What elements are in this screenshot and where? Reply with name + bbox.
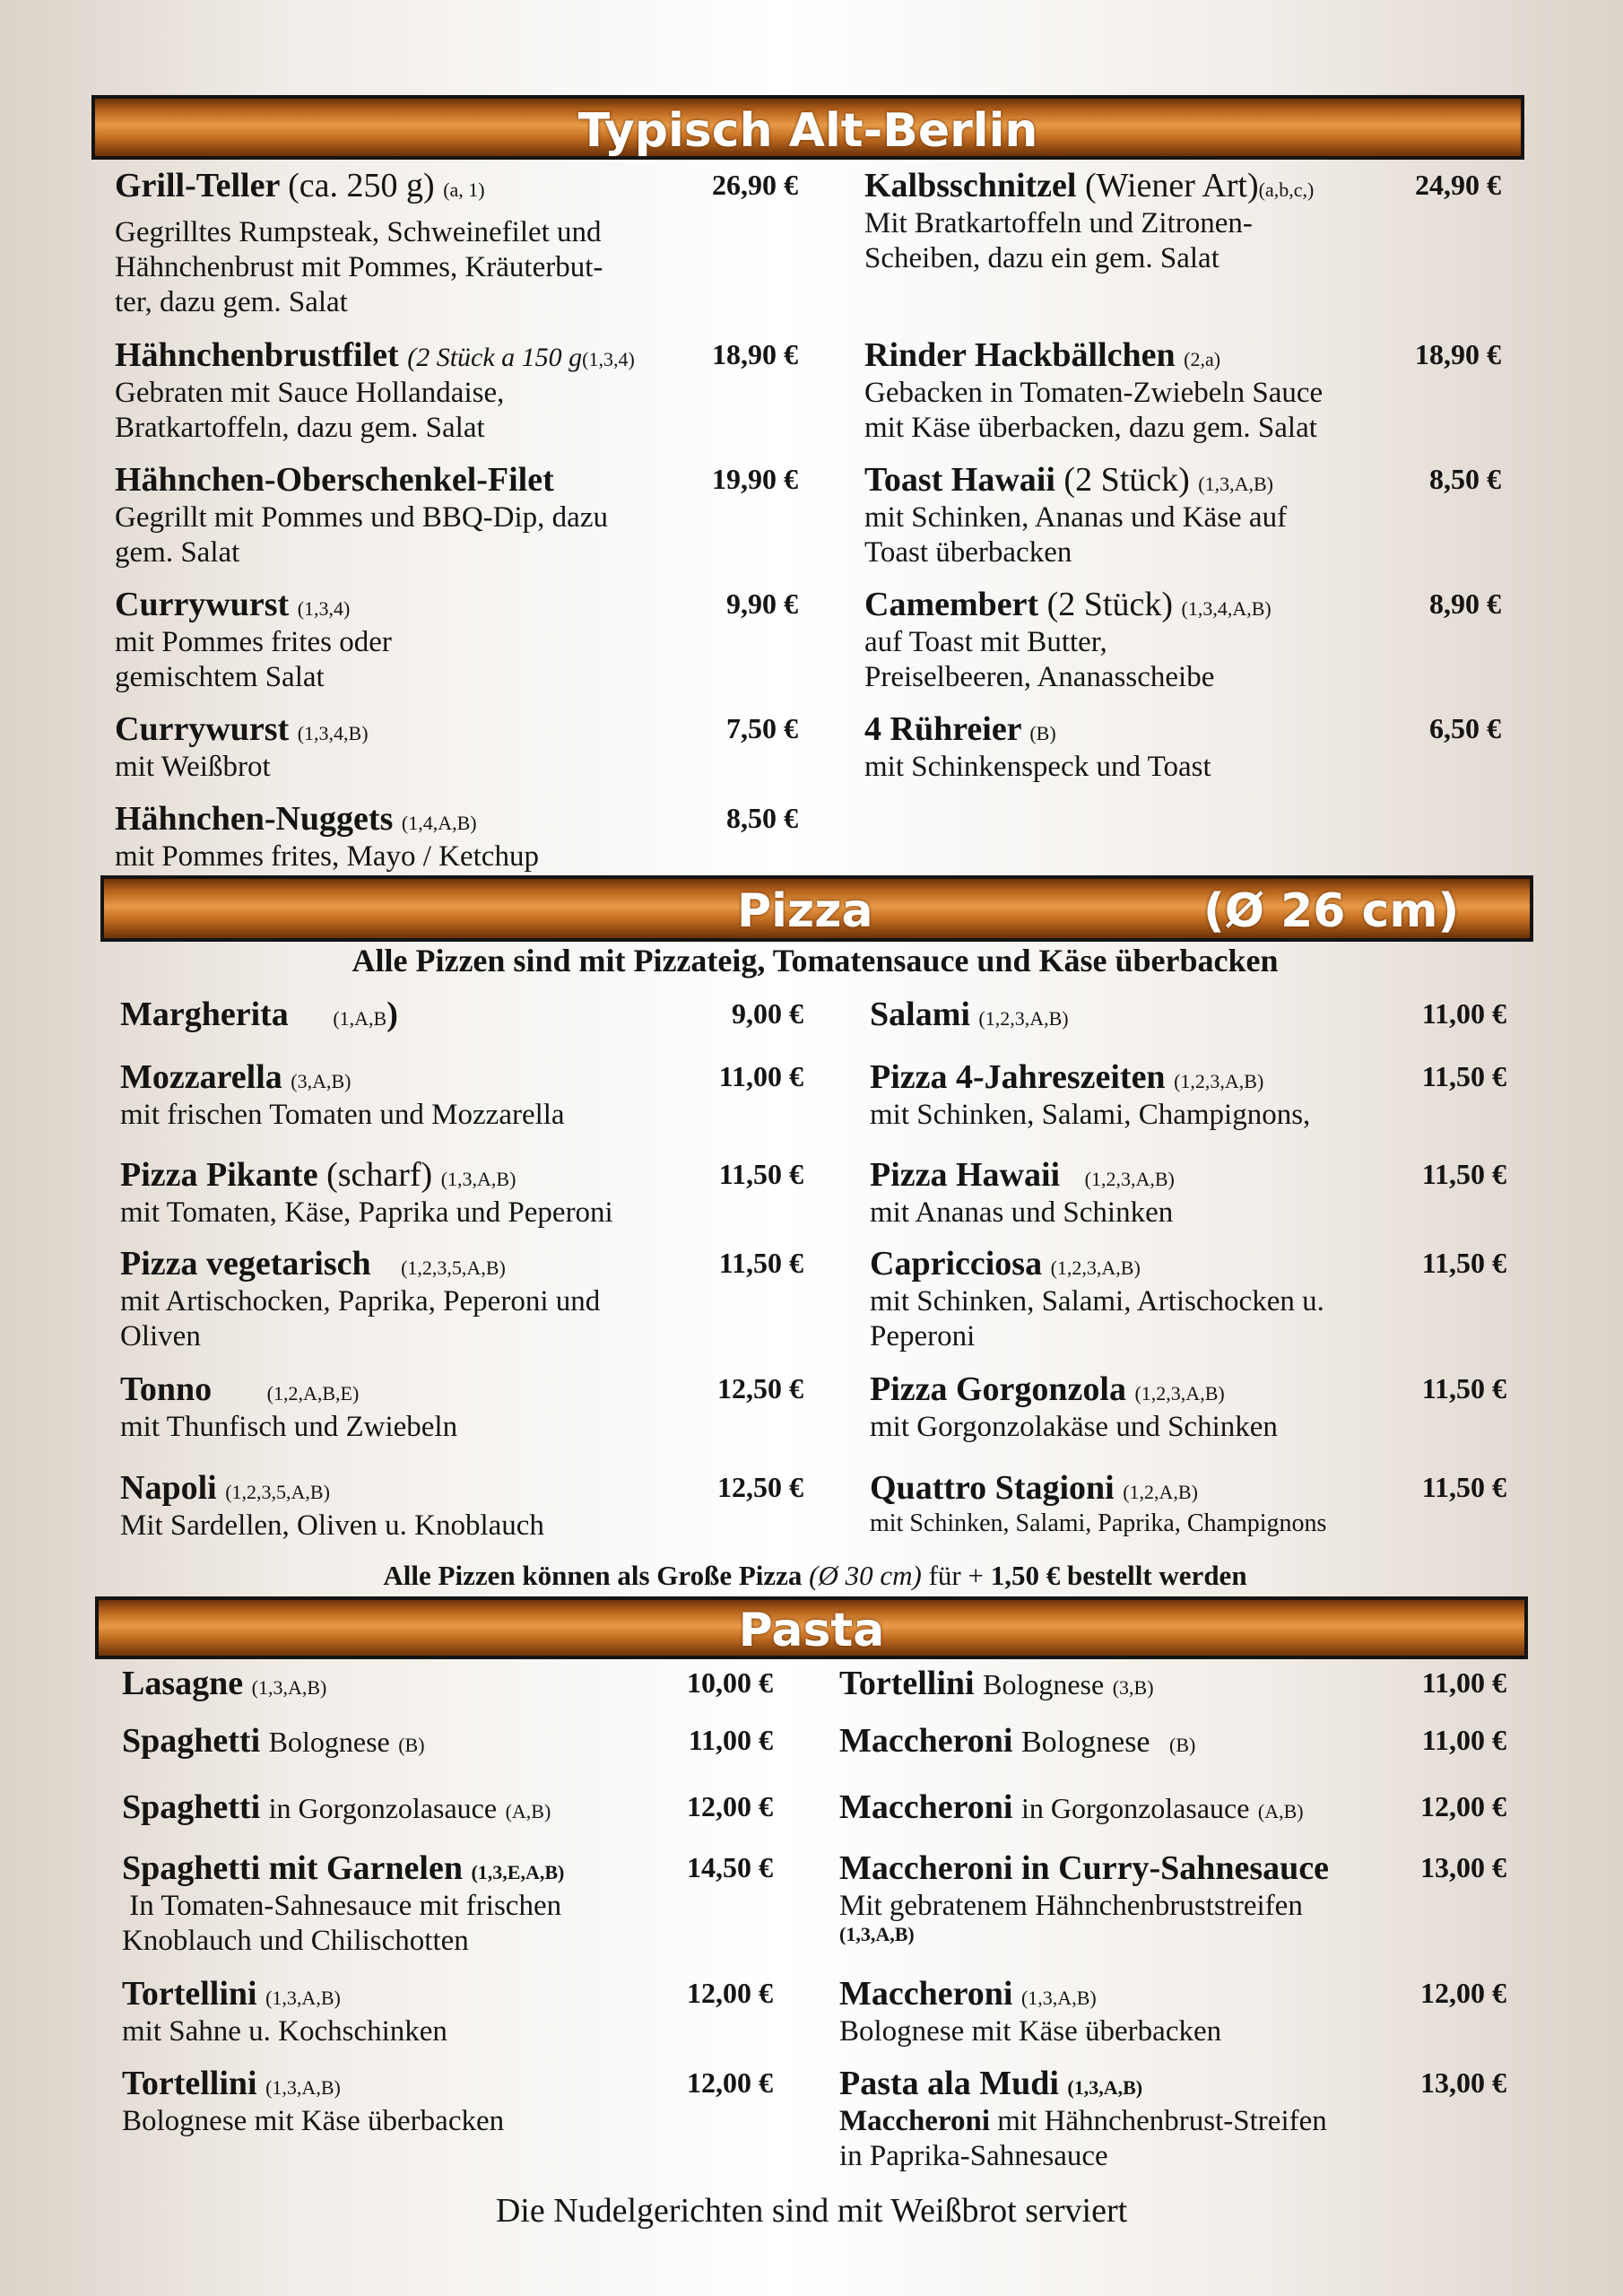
item-name: Pizza vegetarisch xyxy=(120,1245,371,1283)
item-addon: (2 Stück) xyxy=(1063,461,1190,499)
menu-item xyxy=(122,1977,678,2049)
allergen-codes: (1,2,3,5,A,B) xyxy=(401,1257,506,1279)
item-name: Currywurst xyxy=(115,586,290,623)
item-name: Tortellini xyxy=(122,1975,257,2013)
menu-item xyxy=(870,1060,1390,1133)
item-addon: Bolognese xyxy=(1020,1726,1150,1759)
menu-item xyxy=(115,587,689,695)
item-price: 9,00 € xyxy=(732,997,803,1030)
item-price: 12,00 € xyxy=(687,2066,773,2099)
item-addon: in Gorgonzolasauce xyxy=(268,1792,498,1824)
item-desc-line: mit Pommes frites oder xyxy=(115,626,392,658)
item-desc-line: mit Pommes frites, Mayo / Ketchup xyxy=(115,840,539,873)
menu-item xyxy=(839,2066,1413,2174)
item-desc-line: mit Schinken, Salami, Champignons, xyxy=(870,1099,1311,1131)
item-name: Lasagne xyxy=(122,1665,244,1702)
allergen-codes: (1,A,B xyxy=(333,1007,387,1030)
item-desc-line: In Tomaten-Sahnesauce mit frischen xyxy=(122,1890,562,1922)
item-name: Kalbsschnitzel xyxy=(864,167,1077,204)
item-desc-line: Scheiben, dazu ein gem. Salat xyxy=(864,242,1219,274)
item-addon: (scharf) xyxy=(326,1156,433,1194)
item-name: Pizza 4-Jahreszeiten xyxy=(870,1058,1166,1096)
allergen-codes: (a, 1) xyxy=(443,178,485,201)
allergen-codes: (1,2,A,B) xyxy=(1123,1481,1198,1503)
item-price: 11,50 € xyxy=(718,1247,803,1279)
section-banner-berlin xyxy=(91,95,1524,160)
section-banner-pizza xyxy=(100,875,1533,942)
item-price: 8,50 € xyxy=(726,802,798,834)
allergen-codes: (1,3,E,A,B) xyxy=(471,1861,565,1883)
item-price: 12,50 € xyxy=(717,1372,803,1405)
item-name: Currywurst xyxy=(115,710,290,748)
menu-item xyxy=(122,2066,678,2139)
allergen-codes: (1,2,3,5,A,B) xyxy=(225,1481,330,1503)
menu-item xyxy=(122,1790,678,1824)
menu-item xyxy=(120,1247,694,1354)
menu-item xyxy=(870,997,1390,1031)
allergen-codes: (2,a) xyxy=(1184,348,1221,370)
item-name: Maccheroni xyxy=(839,1788,1013,1826)
item-price: 11,50 € xyxy=(1421,1372,1506,1405)
note-text: Alle Pizzen können als Große Pizza xyxy=(383,1560,810,1591)
item-price: 12,00 € xyxy=(687,1977,773,2009)
allergen-codes: (1,3,A,B) xyxy=(251,1676,327,1699)
item-name: Spaghetti mit Garnelen xyxy=(122,1849,463,1887)
item-desc-line: Gegrilltes Rumpsteak, Schweinefilet und xyxy=(115,216,602,248)
allergen-codes: (1,4,A,B) xyxy=(401,812,477,834)
allergen-codes: (1,3,A,B) xyxy=(265,2076,341,2099)
note-text: für + xyxy=(921,1560,991,1591)
item-desc-line: Bratkartoffeln, dazu gem. Salat xyxy=(115,412,485,444)
item-price: 12,00 € xyxy=(1420,1790,1506,1822)
item-price: 11,00 € xyxy=(1421,997,1506,1030)
item-addon: (ca. 250 g) xyxy=(288,167,435,204)
menu-item xyxy=(839,1977,1395,2049)
item-addon: (Wiener Art) xyxy=(1084,167,1259,204)
allergen-codes: (1,3,A,B) xyxy=(1198,473,1274,495)
allergen-codes: (1,3,4) xyxy=(582,348,635,370)
item-name: Maccheroni xyxy=(839,1975,1013,2013)
item-desc-line: mit Ananas und Schinken xyxy=(870,1196,1174,1229)
menu-item xyxy=(120,1471,694,1544)
item-price: 11,50 € xyxy=(1421,1471,1506,1503)
item-addon: Bolognese xyxy=(983,1668,1105,1700)
item-name: Maccheroni in Curry-Sahnesauce xyxy=(839,1849,1330,1887)
item-price: 12,00 € xyxy=(687,1790,773,1822)
item-name: Capricciosa xyxy=(870,1245,1043,1283)
item-desc-line: mit Weißbrot xyxy=(115,751,271,783)
item-price: 9,90 € xyxy=(726,587,798,620)
allergen-codes: (1,2,3,A,B) xyxy=(1134,1382,1225,1405)
menu-item xyxy=(115,802,689,874)
item-desc-line: mit Schinken, Salami, Paprika, Champignons xyxy=(870,1509,1327,1537)
item-price: 12,00 € xyxy=(1420,1977,1506,2009)
menu-item xyxy=(120,1158,694,1231)
pasta-footer-note: Die Nudelgerichten sind mit Weißbrot serviert xyxy=(495,2192,1128,2230)
allergen-codes: (1,3,4,A,B) xyxy=(1181,597,1271,620)
menu-item xyxy=(122,1666,678,1700)
item-name: Mozzarella xyxy=(120,1058,282,1096)
item-price: 18,90 € xyxy=(712,338,798,370)
menu-item xyxy=(120,1060,694,1133)
allergen-codes: (1,2,3,A,B) xyxy=(1050,1257,1141,1279)
item-price: 13,00 € xyxy=(1420,1851,1506,1883)
item-name: Maccheroni xyxy=(839,1722,1013,1760)
menu-item xyxy=(839,1666,1395,1700)
allergen-codes: (1,2,3,A,B) xyxy=(1084,1168,1175,1190)
item-desc-line: Gegrillt mit Pommes und BBQ-Dip, dazu xyxy=(115,501,608,534)
allergen-codes: (3,B) xyxy=(1112,1676,1154,1699)
item-name-suffix: ) xyxy=(386,996,398,1033)
menu-item xyxy=(120,997,694,1031)
item-name: Tortellini xyxy=(122,2065,257,2102)
allergen-codes: (1,3,A,B) xyxy=(1020,1987,1097,2009)
item-desc-line: mit Schinkenspeck und Toast xyxy=(864,751,1211,783)
item-desc-line: Knoblauch und Chilischotten xyxy=(122,1925,469,1957)
item-addon: Bolognese xyxy=(268,1726,390,1758)
section-banner-pasta xyxy=(95,1596,1528,1659)
item-desc-line: gemischtem Salat xyxy=(115,661,325,693)
item-name: Pizza Hawaii xyxy=(870,1156,1061,1194)
item-desc-line: mit Artischocken, Paprika, Peperoni und xyxy=(120,1285,601,1318)
item-desc-line: mit Gorgonzolakäse und Schinken xyxy=(870,1411,1278,1443)
section-title: Pizza xyxy=(737,884,873,938)
item-price: 11,50 € xyxy=(1421,1158,1506,1190)
note-price: 1,50 € xyxy=(990,1560,1061,1591)
item-desc-line: Preiselbeeren, Ananasscheibe xyxy=(864,661,1215,693)
note-text: bestellt werden xyxy=(1060,1560,1247,1591)
allergen-codes: (B) xyxy=(398,1734,425,1756)
item-addon: in Gorgonzolasauce xyxy=(1020,1792,1250,1824)
allergen-codes: (1,3,A,B) xyxy=(440,1168,516,1190)
allergen-codes: (1,3,A,B) xyxy=(839,1923,915,1945)
menu-item xyxy=(864,338,1384,446)
menu-item xyxy=(870,1471,1426,1538)
item-name: Quattro Stagioni xyxy=(870,1469,1115,1507)
item-price: 8,50 € xyxy=(1429,463,1501,495)
menu-item xyxy=(870,1247,1390,1354)
pizza-footer-note xyxy=(0,1559,1623,1593)
item-price: 11,00 € xyxy=(718,1060,803,1092)
item-price: 18,90 € xyxy=(1415,338,1501,370)
item-desc-line: mit frischen Tomaten und Mozzarella xyxy=(120,1099,565,1131)
item-desc-line: mit Sahne u. Kochschinken xyxy=(122,2015,447,2048)
item-price: 11,50 € xyxy=(1421,1060,1506,1092)
item-price: 19,90 € xyxy=(712,463,798,495)
item-name: Pasta ala Mudi xyxy=(839,2065,1059,2102)
item-desc-line: Peperoni xyxy=(870,1320,976,1352)
menu-item xyxy=(120,1372,694,1445)
item-name: Spaghetti xyxy=(122,1788,261,1826)
allergen-codes: (B) xyxy=(1029,722,1056,744)
item-desc-line: in Paprika-Sahnesauce xyxy=(839,2140,1108,2172)
item-desc-bold: Maccheroni xyxy=(839,2105,991,2137)
allergen-codes: (1,3,4,B) xyxy=(297,722,369,744)
menu-item xyxy=(870,1372,1390,1445)
item-price: 11,00 € xyxy=(1421,1666,1506,1699)
menu-item xyxy=(839,1790,1395,1824)
item-desc-line: Toast überbacken xyxy=(864,536,1072,569)
item-name: Rinder Hackbällchen xyxy=(864,336,1176,374)
menu-item xyxy=(115,712,689,785)
menu-item xyxy=(115,169,689,320)
item-desc-line: Bolognese mit Käse überbacken xyxy=(839,2015,1222,2048)
item-price: 11,00 € xyxy=(1421,1724,1506,1756)
item-name: Toast Hawaii xyxy=(864,461,1055,499)
menu-item xyxy=(864,169,1384,276)
menu-item xyxy=(839,1851,1413,1945)
allergen-codes: (1,3,A,B) xyxy=(1067,2076,1143,2099)
item-desc-line: Oliven xyxy=(120,1320,201,1352)
item-price: 13,00 € xyxy=(1420,2066,1506,2099)
item-desc-line: Mit Bratkartoffeln und Zitronen- xyxy=(864,207,1253,239)
menu-item xyxy=(122,1851,678,1959)
item-name: Hähnchen-Oberschenkel-Filet xyxy=(115,461,554,499)
section-title: Typisch Alt-Berlin xyxy=(577,104,1038,158)
item-desc-line: mit Tomaten, Käse, Paprika und Peperoni xyxy=(120,1196,613,1229)
pizza-intro: Alle Pizzen sind mit Pizzateig, Tomatensauce und Käse überbacken xyxy=(352,943,1279,978)
item-price: 11,00 € xyxy=(688,1724,773,1756)
item-name: Spaghetti xyxy=(122,1722,261,1760)
item-desc-line: mit Thunfisch und Zwiebeln xyxy=(120,1411,458,1443)
item-price: 6,50 € xyxy=(1429,712,1501,744)
menu-item xyxy=(122,1724,678,1758)
item-price: 10,00 € xyxy=(687,1666,773,1699)
allergen-codes: (A,B) xyxy=(1257,1800,1304,1822)
item-addon: (2 Stück a 150 g xyxy=(407,343,583,372)
allergen-codes: (1,3,4) xyxy=(297,597,351,620)
allergen-codes: (3,A,B) xyxy=(291,1070,352,1092)
item-desc-line: gem. Salat xyxy=(115,536,240,569)
item-price: 24,90 € xyxy=(1415,169,1501,201)
item-desc-line: Hähnchenbrust mit Pommes, Kräuterbut- xyxy=(115,251,603,283)
item-name: Salami xyxy=(870,996,970,1033)
allergen-codes: (1,3,A,B) xyxy=(265,1987,341,2009)
item-addon: (2 Stück) xyxy=(1046,586,1174,623)
menu-item xyxy=(864,463,1384,570)
allergen-codes: (a,b,c,) xyxy=(1258,178,1315,201)
menu-item xyxy=(864,712,1384,785)
allergen-codes: (B) xyxy=(1169,1734,1196,1756)
item-price: 11,50 € xyxy=(718,1158,803,1190)
item-desc-line: mit Schinken, Ananas und Käse auf xyxy=(864,501,1288,534)
pizza-size: (Ø 26 cm) xyxy=(1203,884,1460,938)
item-name: Napoli xyxy=(120,1469,217,1507)
item-price: 14,50 € xyxy=(687,1851,773,1883)
note-size: (Ø 30 cm) xyxy=(809,1560,922,1591)
item-desc-line: ter, dazu gem. Salat xyxy=(115,286,348,318)
item-desc-line: auf Toast mit Butter, xyxy=(864,626,1107,658)
item-desc-line: Gebraten mit Sauce Hollandaise, xyxy=(115,377,505,409)
item-desc-line: Mit gebratenem Hähnchenbruststreifen xyxy=(839,1890,1303,1922)
item-desc-line: mit Schinken, Salami, Artischocken u. xyxy=(870,1285,1324,1318)
item-desc-line: Gebacken in Tomaten-Zwiebeln Sauce xyxy=(864,377,1324,409)
item-name: Pizza Pikante xyxy=(120,1156,318,1194)
item-name: Camembert xyxy=(864,586,1039,623)
item-desc-line: mit Hähnchenbrust-Streifen xyxy=(990,2105,1327,2137)
item-price: 26,90 € xyxy=(712,169,798,201)
menu-item xyxy=(864,587,1384,695)
menu-item xyxy=(870,1158,1390,1231)
menu-item xyxy=(115,338,689,446)
item-name: Grill-Teller xyxy=(115,167,280,204)
allergen-codes: (1,2,A,B,E) xyxy=(266,1382,360,1405)
item-desc-line: mit Käse überbacken, dazu gem. Salat xyxy=(864,412,1317,444)
item-name: Margherita xyxy=(120,996,289,1033)
item-name: Pizza Gorgonzola xyxy=(870,1370,1126,1408)
item-price: 8,90 € xyxy=(1429,587,1501,620)
menu-item xyxy=(115,463,689,570)
item-name: Hähnchen-Nuggets xyxy=(115,800,394,838)
item-name: 4 Rühreier xyxy=(864,710,1021,748)
allergen-codes: (1,2,3,A,B) xyxy=(978,1007,1069,1030)
allergen-codes: (1,2,3,A,B) xyxy=(1174,1070,1264,1092)
allergen-codes: (A,B) xyxy=(505,1800,551,1822)
item-price: 12,50 € xyxy=(717,1471,803,1503)
item-price: 11,50 € xyxy=(1421,1247,1506,1279)
item-name: Hähnchenbrustfilet xyxy=(115,336,399,374)
item-name: Tonno xyxy=(120,1370,213,1408)
item-name: Tortellini xyxy=(839,1665,975,1702)
item-price: 7,50 € xyxy=(726,712,798,744)
item-desc-line: Mit Sardellen, Oliven u. Knoblauch xyxy=(120,1509,544,1542)
item-desc-line: Bolognese mit Käse überbacken xyxy=(122,2105,505,2137)
menu-item xyxy=(839,1724,1395,1758)
section-title: Pasta xyxy=(738,1604,885,1657)
